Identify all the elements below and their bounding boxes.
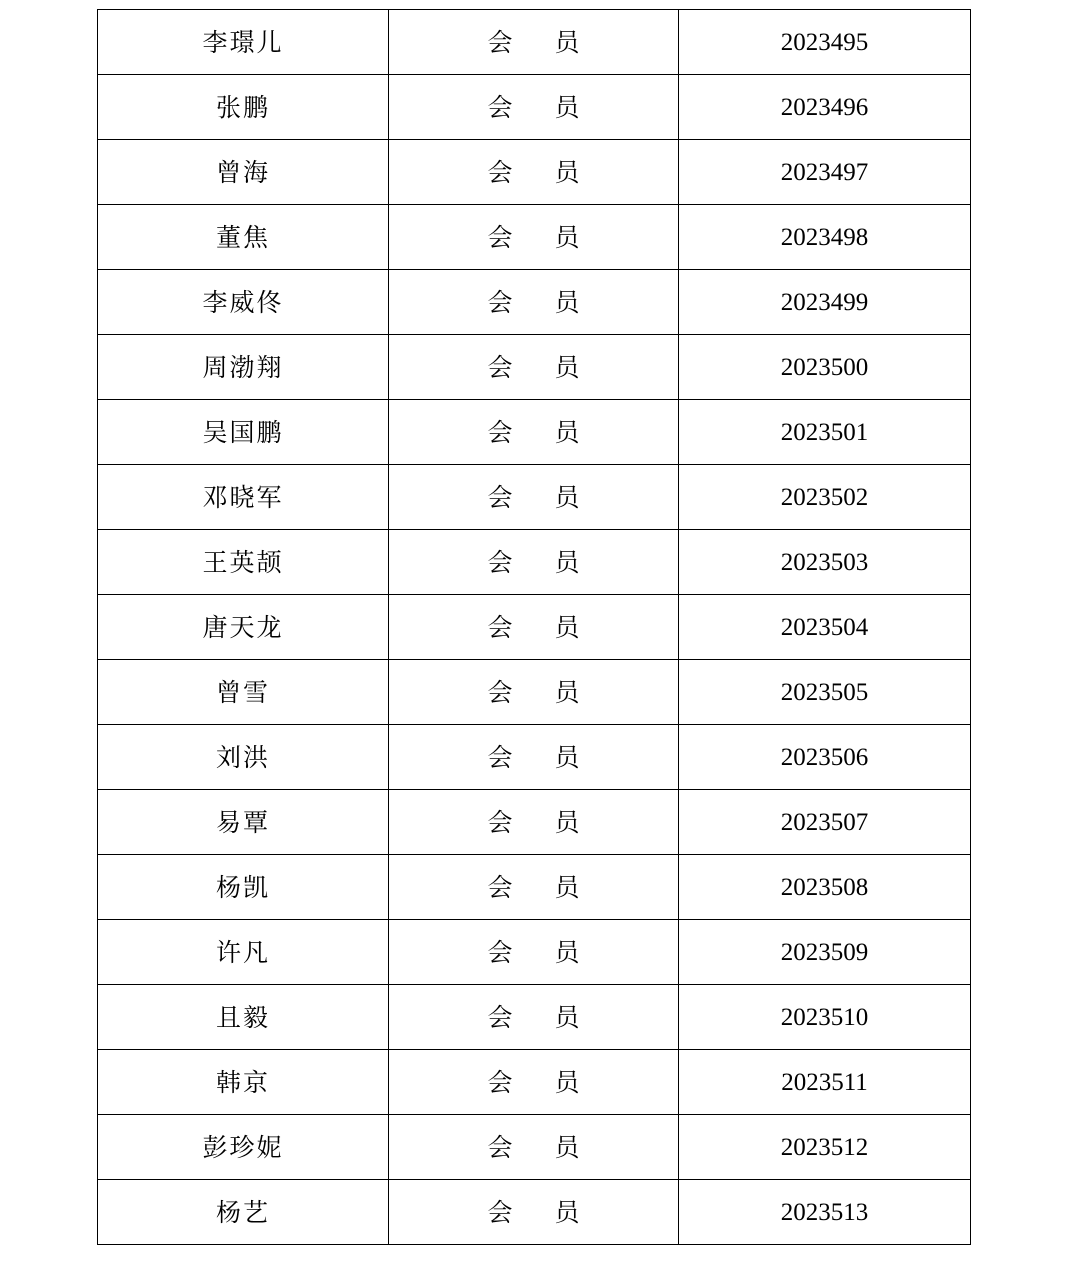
table-row [98,530,971,595]
table-row [98,465,971,530]
member-role-char-1: 会 [487,1067,513,1097]
member-role-char-2: 员 [554,612,580,642]
member-role-char-2: 员 [554,222,580,252]
member-name: 董焦 [98,205,389,270]
member-id: 2023508 [679,855,971,920]
member-role-char-2: 员 [554,1197,580,1227]
member-role-char-2: 员 [554,807,580,837]
member-role-char-2: 员 [554,937,580,967]
member-id: 2023512 [679,1115,971,1180]
member-id: 2023507 [679,790,971,855]
table-row [98,1180,971,1245]
member-name: 且毅 [98,985,389,1050]
member-name: 易覃 [98,790,389,855]
member-role [389,920,679,985]
table-row [98,270,971,335]
member-role-char-2: 员 [554,352,580,382]
member-name: 王英颉 [98,530,389,595]
member-role-char-1: 会 [487,222,513,252]
member-role-char-2: 员 [554,677,580,707]
member-role-char-2: 员 [554,27,580,57]
member-role-char-1: 会 [487,612,513,642]
member-id: 2023513 [679,1180,971,1245]
member-role-char-1: 会 [487,92,513,122]
member-name: 杨艺 [98,1180,389,1245]
member-id: 2023510 [679,985,971,1050]
member-name: 周渤翔 [98,335,389,400]
member-role-char-2: 员 [554,92,580,122]
member-role-char-1: 会 [487,677,513,707]
member-role-char-2: 员 [554,872,580,902]
member-role-char-1: 会 [487,1197,513,1227]
member-id: 2023506 [679,725,971,790]
member-role-char-1: 会 [487,287,513,317]
table-row [98,985,971,1050]
member-id: 2023511 [679,1050,971,1115]
member-role-char-1: 会 [487,872,513,902]
member-role [389,75,679,140]
member-role [389,790,679,855]
member-table-body [98,10,971,1245]
member-role [389,530,679,595]
member-role [389,595,679,660]
member-role-char-1: 会 [487,417,513,447]
member-role-char-2: 员 [554,1002,580,1032]
member-name: 吴国鹏 [98,400,389,465]
table-row [98,855,971,920]
member-role-char-1: 会 [487,352,513,382]
member-role-char-1: 会 [487,547,513,577]
table-row [98,400,971,465]
member-role [389,140,679,205]
member-role [389,1180,679,1245]
table-row [98,140,971,205]
member-name: 许凡 [98,920,389,985]
member-role [389,855,679,920]
table-row [98,660,971,725]
member-id: 2023500 [679,335,971,400]
member-role [389,660,679,725]
member-name: 彭珍妮 [98,1115,389,1180]
member-role [389,400,679,465]
member-name: 刘洪 [98,725,389,790]
member-role [389,270,679,335]
table-row [98,10,971,75]
member-name: 邓晓军 [98,465,389,530]
member-name: 张鹏 [98,75,389,140]
table-row [98,335,971,400]
member-role-char-1: 会 [487,27,513,57]
member-role-char-2: 员 [554,742,580,772]
member-role-char-2: 员 [554,482,580,512]
member-role-char-1: 会 [487,807,513,837]
member-name: 韩京 [98,1050,389,1115]
member-role-char-1: 会 [487,937,513,967]
table-row [98,920,971,985]
member-role-char-2: 员 [554,1132,580,1162]
member-id: 2023502 [679,465,971,530]
member-role-char-2: 员 [554,287,580,317]
member-role-char-2: 员 [554,547,580,577]
member-role-char-2: 员 [554,417,580,447]
member-role-char-1: 会 [487,482,513,512]
member-id: 2023504 [679,595,971,660]
member-name: 李威佟 [98,270,389,335]
member-id: 2023501 [679,400,971,465]
table-row [98,1050,971,1115]
member-name: 曾海 [98,140,389,205]
member-role [389,465,679,530]
member-role [389,10,679,75]
member-role-char-2: 员 [554,157,580,187]
member-role [389,985,679,1050]
member-id: 2023495 [679,10,971,75]
member-id: 2023509 [679,920,971,985]
member-id: 2023499 [679,270,971,335]
member-role [389,1115,679,1180]
table-row [98,1115,971,1180]
member-role [389,205,679,270]
member-name: 唐天龙 [98,595,389,660]
table-row [98,75,971,140]
member-role-char-1: 会 [487,742,513,772]
member-role-char-1: 会 [487,1132,513,1162]
member-id: 2023503 [679,530,971,595]
member-role-char-2: 员 [554,1067,580,1097]
member-id: 2023497 [679,140,971,205]
member-role [389,335,679,400]
member-name: 曾雪 [98,660,389,725]
table-row [98,790,971,855]
member-name: 杨凯 [98,855,389,920]
member-role [389,1050,679,1115]
member-id: 2023505 [679,660,971,725]
member-role-char-1: 会 [487,1002,513,1032]
table-row [98,725,971,790]
member-id: 2023498 [679,205,971,270]
member-role [389,725,679,790]
member-name: 李璟儿 [98,10,389,75]
member-role-char-1: 会 [487,157,513,187]
member-id: 2023496 [679,75,971,140]
table-row [98,595,971,660]
table-row [98,205,971,270]
member-table [97,9,971,1245]
